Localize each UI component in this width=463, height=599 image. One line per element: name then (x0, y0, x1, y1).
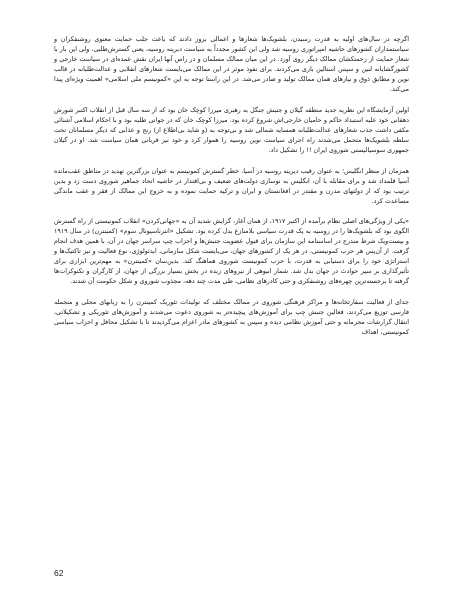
paragraph-4: «یکی از ویژگی‌های اصلی نظام برآمده از اکتبر ۱۹۱۷، از همان آغاز، گرایش شدید آن به «جهانی‌کردن» انقلاب کمونیستی از راه گسترش الگوی بود که بلشویک‌ها را در روسیه به یک قدرت سیاسی بلامنازع بدل کرده بود. تشکیل «انترناسیونال سوم» (کمینترن) در سال ۱۹۱۹ و بیست‌ویک شرط مندرج در اساسنامه این سازمان برای قبول عضویت جنبش‌ها و احزاب چپ سراسر جهان در آن، با همین هدف انجام گرفت. از آن‌پس هر حزب کمونیستی، در هر یک از کشورهای جهان، می‌بایست شکل سازمانی، ایدئولوژی، نوع فعالیت و نیز تاکتیک‌ها و استراتژی خود را برای دستیابی به قدرت، با حزب کمونیست شوروی هماهنگ کند. بدین‌سان «کمینترن» به مهم‌ترین ابزاری برای تأثیرگذاری بر سیر حوادث در جهان بدل شد. شمار انبوهی از نیروهای زبده در بخش بسیار بزرگی از جهان، از کارگران و تکنوکرات‌ها گرفته تا برجسته‌ترین چهره‌های روشنفکری و حتی کادرهای نظامی، طی مدت چند دهه، مجذوب شوروی و شکل حکومت آن شدند. (53, 218, 409, 286)
paragraph-3: همزمان از منظر انگلیس؛ به عنوان رقیب دیرینه روسیه در آسیا، خطر گسترش کمونیسم به عنوان بزرگترین تهدید در مناطق عقب‌مانده آسیا قلمداد شد و برای مقابله با آن، انگلیس به نوسازی دولت‌های ضعیف و بی‌اقتدار در حاشیه اتحاد جماهیر شوروی دست زد و بدین ترتیب بود که از دولتهای مدرن و مقتدر در افغانستان و ایران و ترکیه حمایت نموده و به خروج این ممالک از فقر و عقب ماندگی مساعدت کرد. (54, 167, 409, 205)
paragraph-2: اولین آزمایشگاه این نظریه جدید منطقه گیلان و جنبش جنگل به رهبری میرزا کوچک خان بود که از سه سال قبل از انقلاب اکتبر شورش دهقانی خود علیه استبداد حاکم و حامیان خارجی‌اش شروع کرده بود. میرزا کوچک خان که در جوانی طلبه بود و با احکام اسلامی آشنائی مکفی داشت جذب شعارهای عدالت‌طلبانه همسایه شمالی شد و بی‌توجه به (و شاید بی‌اطلاع از) رنج و عذابی که دیگر مسلمانان تحت سلطه بلشویک‌ها متحمل می‌شدند راه اجرای سیاست نوین روسیه را هموار کرد و خود نیز قربانی همان سیاست شد. او در گیلان جمهوری سوسیالیستی شوروی ایران !! را تشکیل داد. (54, 106, 409, 154)
page-number: 62 (54, 568, 64, 578)
paragraph-1: اگرچه در سال‌های اولیه به قدرت رسیدن، بلشویک‌ها شعارها و اعمالی بروز دادند که باعث جلب حمایت معنوی روشنفکران و سیاستمداران کشورهای حاشیه امپراتوری روسیه شد ولی این کشور مجدداً به سیاست دیرینه روسیه، یعنی گسترش‌طلبی، ولی این بار با شعار حمایت از زحمتکشان ممالک دیگر روی آورد. در این میان ممالک مسلمان و در راس آنها ایران نقش عمده‌ای در سیاست خارجی و کشورگشایانه لنین و سپس استالین بازی می‌کردند. برای نفوذ موثر در این ممالک می‌بایست شعارهای انقلابی و عدالت‌طلبانه در قالب نوین و مطابق ذوق و نیازهای همان ممالک تولید و صادر می‌شد. در این راستا توجه به این «کمونیسم ملی اسلامی» اهمیت ویژه‌ای پیدا می‌کند. (54, 36, 409, 94)
paragraph-5: جدای از فعالیت سفارتخانه‌ها و مراکز فرهنگی شوروی در ممالک مختلف که تولیدات تئوریک کمینترن را به زبانهای محلی و منجمله فارسی توزیع می‌کردند، فعالین جنبش چپ برای آموزش‌های پیچیده‌تر به شوروی دعوت می‌شدند و آموزش‌های تئوریکی و تشکیلاتی، انتقال گزارشات محرمانه و حتی آموزش نظامی دیده و سپس به کشورهای مادر اعزام می‌گردیدند تا با تشکیل محافل و احزاب سیاسی کمونیستی، اهداف (54, 299, 409, 337)
body-text (54, 35, 409, 349)
